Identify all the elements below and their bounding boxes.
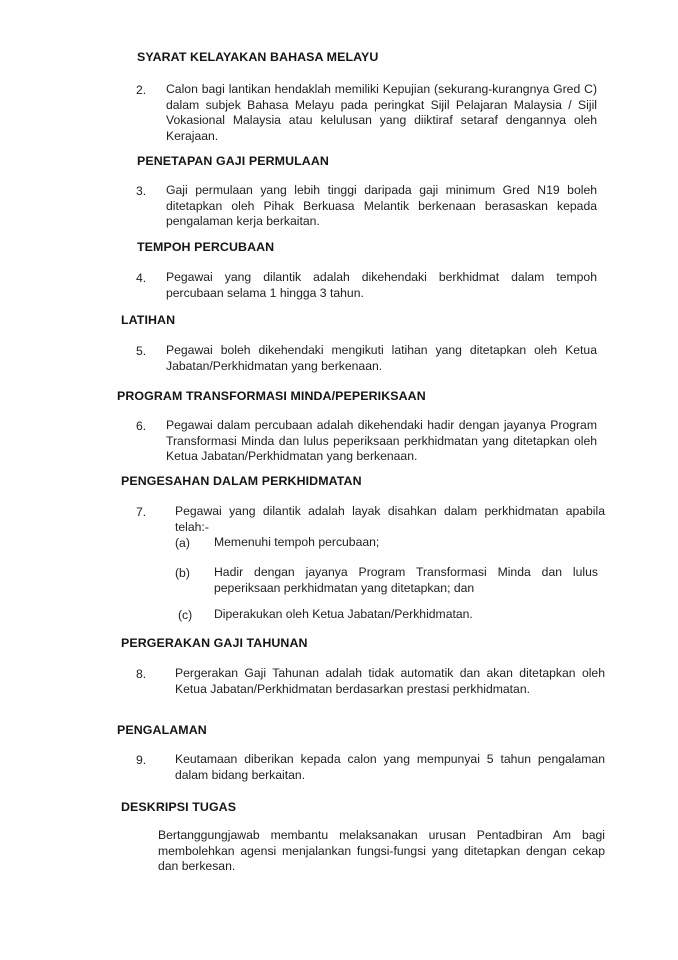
subitem-label: (a) xyxy=(175,536,190,550)
section-heading-bahasa-melayu: SYARAT KELAYAKAN BAHASA MELAYU xyxy=(137,50,379,64)
paragraph-gaji-permulaan: Gaji permulaan yang lebih tinggi daripada gaji minimum Gred N19 boleh ditetapkan oleh Pihak Berkuasa Melantik berkenaan berasaskan kepada pengalaman kerja berkaitan. xyxy=(166,183,597,229)
subitem-text: Diperakukan oleh Ketua Jabatan/Perkhidmatan. xyxy=(214,607,473,621)
subitem-text: Hadir dengan jayanya Program Transformasi Minda dan lulus peperiksaan perkhidmatan yang ditetapkan; dan xyxy=(214,565,598,595)
section-heading-latihan: LATIHAN xyxy=(121,313,176,327)
section-heading-pengesahan: PENGESAHAN DALAM PERKHIDMATAN xyxy=(121,474,362,488)
paragraph-deskripsi-tugas: Bertanggungjawab membantu melaksanakan urusan Pentadbiran Am bagi membolehkan agensi menjalankan fungsi-fungsi yang ditetapkan dengan cekap dan berkesan. xyxy=(158,828,605,874)
section-heading-tempoh-percubaan: TEMPOH PERCUBAAN xyxy=(137,240,275,254)
paragraph-program-transformasi-minda: Pegawai dalam percubaan adalah dikehendaki hadir dengan jayanya Program Transformasi Minda dan lulus peperiksaan perkhidmatan yang ditetapkan oleh Ketua Jabatan/Perkhidmatan yang berkenaan. xyxy=(166,418,597,464)
section-heading-deskripsi-tugas: DESKRIPSI TUGAS xyxy=(121,800,237,814)
item-number: 5. xyxy=(136,344,147,358)
item-number: 3. xyxy=(136,184,147,198)
section-heading-program-transformasi-minda: PROGRAM TRANSFORMASI MINDA/PEPERIKSAAN xyxy=(117,389,426,403)
paragraph-pengesahan: Pegawai yang dilantik adalah layak disahkan dalam perkhidmatan apabila telah:- xyxy=(175,504,605,534)
item-number: 6. xyxy=(136,419,147,433)
item-number: 7. xyxy=(136,505,147,519)
subitem-label: (c) xyxy=(178,608,193,622)
section-heading-pergerakan-gaji: PERGERAKAN GAJI TAHUNAN xyxy=(121,636,308,650)
item-number: 4. xyxy=(136,271,147,285)
paragraph-tempoh-percubaan: Pegawai yang dilantik adalah dikehendaki berkhidmat dalam tempoh percubaan selama 1 hingga 3 tahun. xyxy=(166,270,597,300)
section-heading-gaji-permulaan: PENETAPAN GAJI PERMULAAN xyxy=(137,154,329,168)
subitem-label: (b) xyxy=(175,566,190,580)
item-number: 2. xyxy=(136,83,147,97)
paragraph-pengalaman: Keutamaan diberikan kepada calon yang mempunyai 5 tahun pengalaman dalam bidang berkaitan. xyxy=(175,752,605,782)
subitem-text: Memenuhi tempoh percubaan; xyxy=(214,535,380,549)
paragraph-bahasa-melayu: Calon bagi lantikan hendaklah memiliki Kepujian (sekurang-kurangnya Gred C) dalam subjek Bahasa Melayu pada peringkat Sijil Pelajaran Malaysia / Sijil Vokasional Malaysia atau kelulusan yang diiktiraf setaraf dengannya oleh Kerajaan. xyxy=(166,82,597,143)
item-number: 8. xyxy=(136,667,147,681)
paragraph-latihan: Pegawai boleh dikehendaki mengikuti latihan yang ditetapkan oleh Ketua Jabatan/Perkhidmatan yang berkenaan. xyxy=(166,343,597,373)
paragraph-pergerakan-gaji: Pergerakan Gaji Tahunan adalah tidak automatik dan akan ditetapkan oleh Ketua Jabatan/Perkhidmatan berdasarkan prestasi perkhidmatan. xyxy=(175,666,605,696)
item-number: 9. xyxy=(136,753,147,767)
section-heading-pengalaman: PENGALAMAN xyxy=(117,723,207,737)
